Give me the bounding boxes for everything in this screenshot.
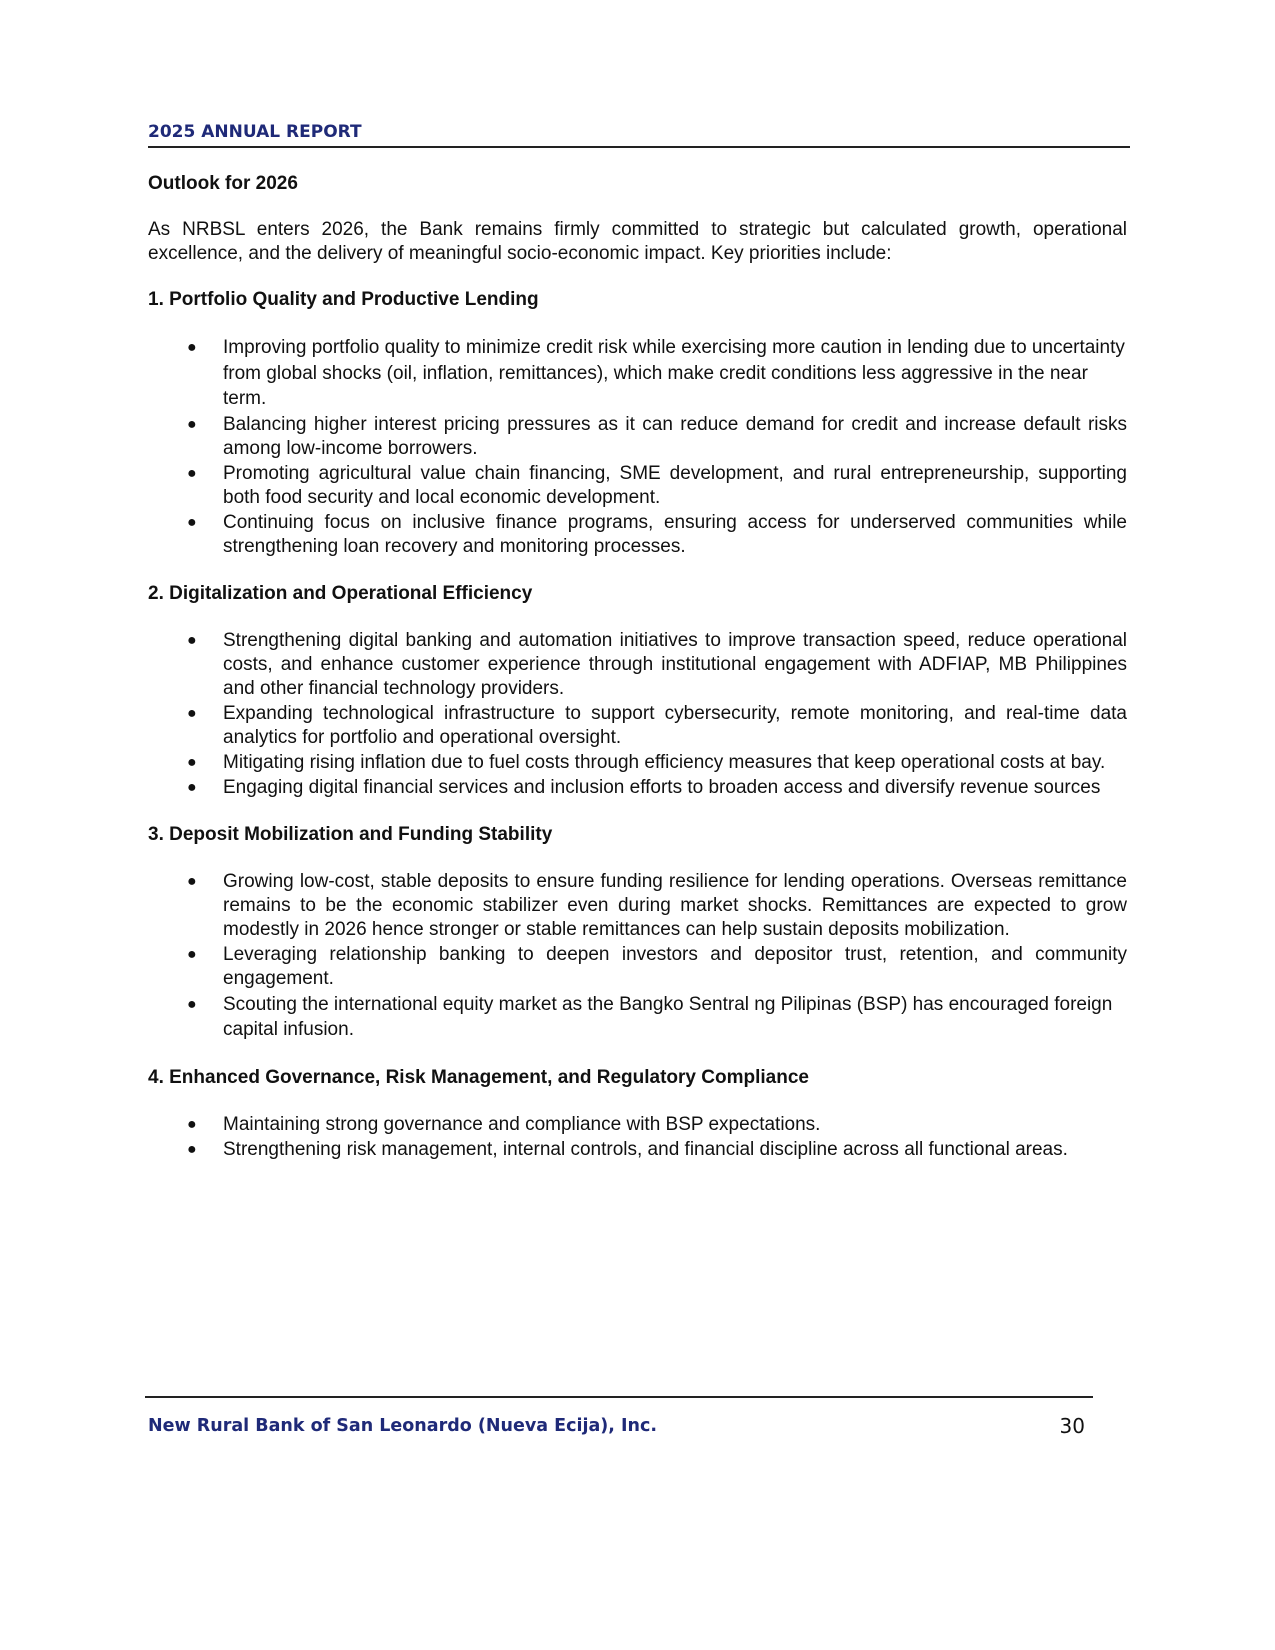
list-item — [148, 702, 1127, 750]
list-item — [148, 1138, 1127, 1162]
bullet-icon: ● — [187, 995, 197, 1013]
bullet-icon: ● — [187, 631, 197, 649]
list-item — [148, 511, 1127, 559]
list-item-text: Engaging digital financial services and inclusion efforts to broaden access and diversify revenue sources — [223, 776, 1101, 798]
bullet-icon: ● — [187, 513, 197, 531]
section-heading-deposit: 3. Deposit Mobilization and Funding Stability — [148, 823, 553, 845]
bank-name: New Rural Bank of San Leonardo (Nueva Ecija), Inc. — [148, 1416, 657, 1436]
section-heading-portfolio: 1. Portfolio Quality and Productive Lending — [148, 289, 539, 310]
bullet-list-governance — [148, 1113, 1127, 1162]
bullet-icon: ● — [187, 872, 197, 890]
list-item — [148, 413, 1127, 461]
bullet-icon: ● — [187, 1140, 197, 1158]
bullet-icon: ● — [187, 415, 197, 433]
bullet-icon: ● — [187, 1115, 197, 1133]
page-header — [148, 122, 1130, 148]
list-item — [148, 335, 1127, 412]
list-item-text: Scouting the international equity market as the Bangko Sentral ng Pilipinas (BSP) has encouraged foreign capital infusion. — [223, 993, 1113, 1040]
list-item-text: Balancing higher interest pricing pressures as it can reduce demand for credit and increase default risks among low-income borrowers. — [223, 413, 1127, 459]
list-item-text: Improving portfolio quality to minimize credit risk while exercising more caution in lending due to uncertainty from global shocks (oil, inflation, remittances), which make credit conditions less aggressive in the near term. — [223, 337, 1125, 409]
list-item-text: Promoting agricultural value chain financing, SME development, and rural entrepreneurship, supporting both food security and local economic development. — [223, 462, 1127, 508]
list-item — [148, 629, 1127, 701]
list-item-text: Strengthening risk management, internal controls, and financial discipline across all functional areas. — [223, 1138, 1068, 1160]
bullet-icon: ● — [187, 339, 197, 356]
list-item — [148, 1113, 1127, 1137]
page-number: 30 — [1059, 1414, 1085, 1438]
report-title: 2025 ANNUAL REPORT — [148, 122, 362, 142]
bullet-list-portfolio — [148, 335, 1127, 559]
header-rule — [148, 146, 1130, 148]
list-item — [148, 751, 1127, 775]
list-item — [148, 870, 1127, 942]
list-item-text: Growing low-cost, stable deposits to ensure funding resilience for lending operations. Overseas remittance remains to be the economic stabilizer even during market shocks. Remittances are expected to grow modestly in 2026 hence stronger or stable remittances can help sustain deposits mobilization. — [223, 870, 1127, 940]
intro-paragraph: As NRBSL enters 2026, the Bank remains firmly committed to strategic but calculated growth, operational excellence, and the delivery of meaningful socio-economic impact. Key priorities include: — [148, 219, 1127, 264]
bullet-icon: ● — [187, 778, 197, 796]
footer-rule — [145, 1396, 1093, 1398]
bullet-icon: ● — [187, 945, 197, 963]
list-item-text: Expanding technological infrastructure to support cybersecurity, remote monitoring, and real-time data analytics for portfolio and operational oversight. — [223, 702, 1127, 748]
list-item-text: Leveraging relationship banking to deepen investors and depositor trust, retention, and community engagement. — [223, 943, 1127, 989]
list-item-text: Maintaining strong governance and compliance with BSP expectations. — [223, 1113, 821, 1135]
bullet-icon: ● — [187, 464, 197, 482]
page-footer — [145, 1396, 1093, 1438]
bullet-icon: ● — [187, 753, 197, 771]
bullet-list-digitalization — [148, 629, 1127, 800]
bullet-icon: ● — [187, 704, 197, 722]
list-item — [148, 992, 1127, 1043]
list-item-text: Strengthening digital banking and automation initiatives to improve transaction speed, reduce operational costs, and enhance customer experience through institutional engagement with ADFIAP, MB Philippines and other financial technology providers. — [223, 629, 1127, 699]
list-item-text: Continuing focus on inclusive finance programs, ensuring access for underserved communities while strengthening loan recovery and monitoring processes. — [223, 511, 1127, 557]
page-content — [148, 168, 1127, 1185]
list-item — [148, 943, 1127, 991]
list-item — [148, 462, 1127, 510]
section-heading-governance: 4. Enhanced Governance, Risk Management, and Regulatory Compliance — [148, 1066, 809, 1088]
section-heading-digitalization: 2. Digitalization and Operational Efficiency — [148, 582, 533, 604]
list-item-text: Mitigating rising inflation due to fuel costs through efficiency measures that keep operational costs at bay. — [223, 751, 1106, 773]
section-title: Outlook for 2026 — [148, 173, 298, 194]
list-item — [148, 776, 1127, 800]
bullet-list-deposit — [148, 870, 1127, 1043]
